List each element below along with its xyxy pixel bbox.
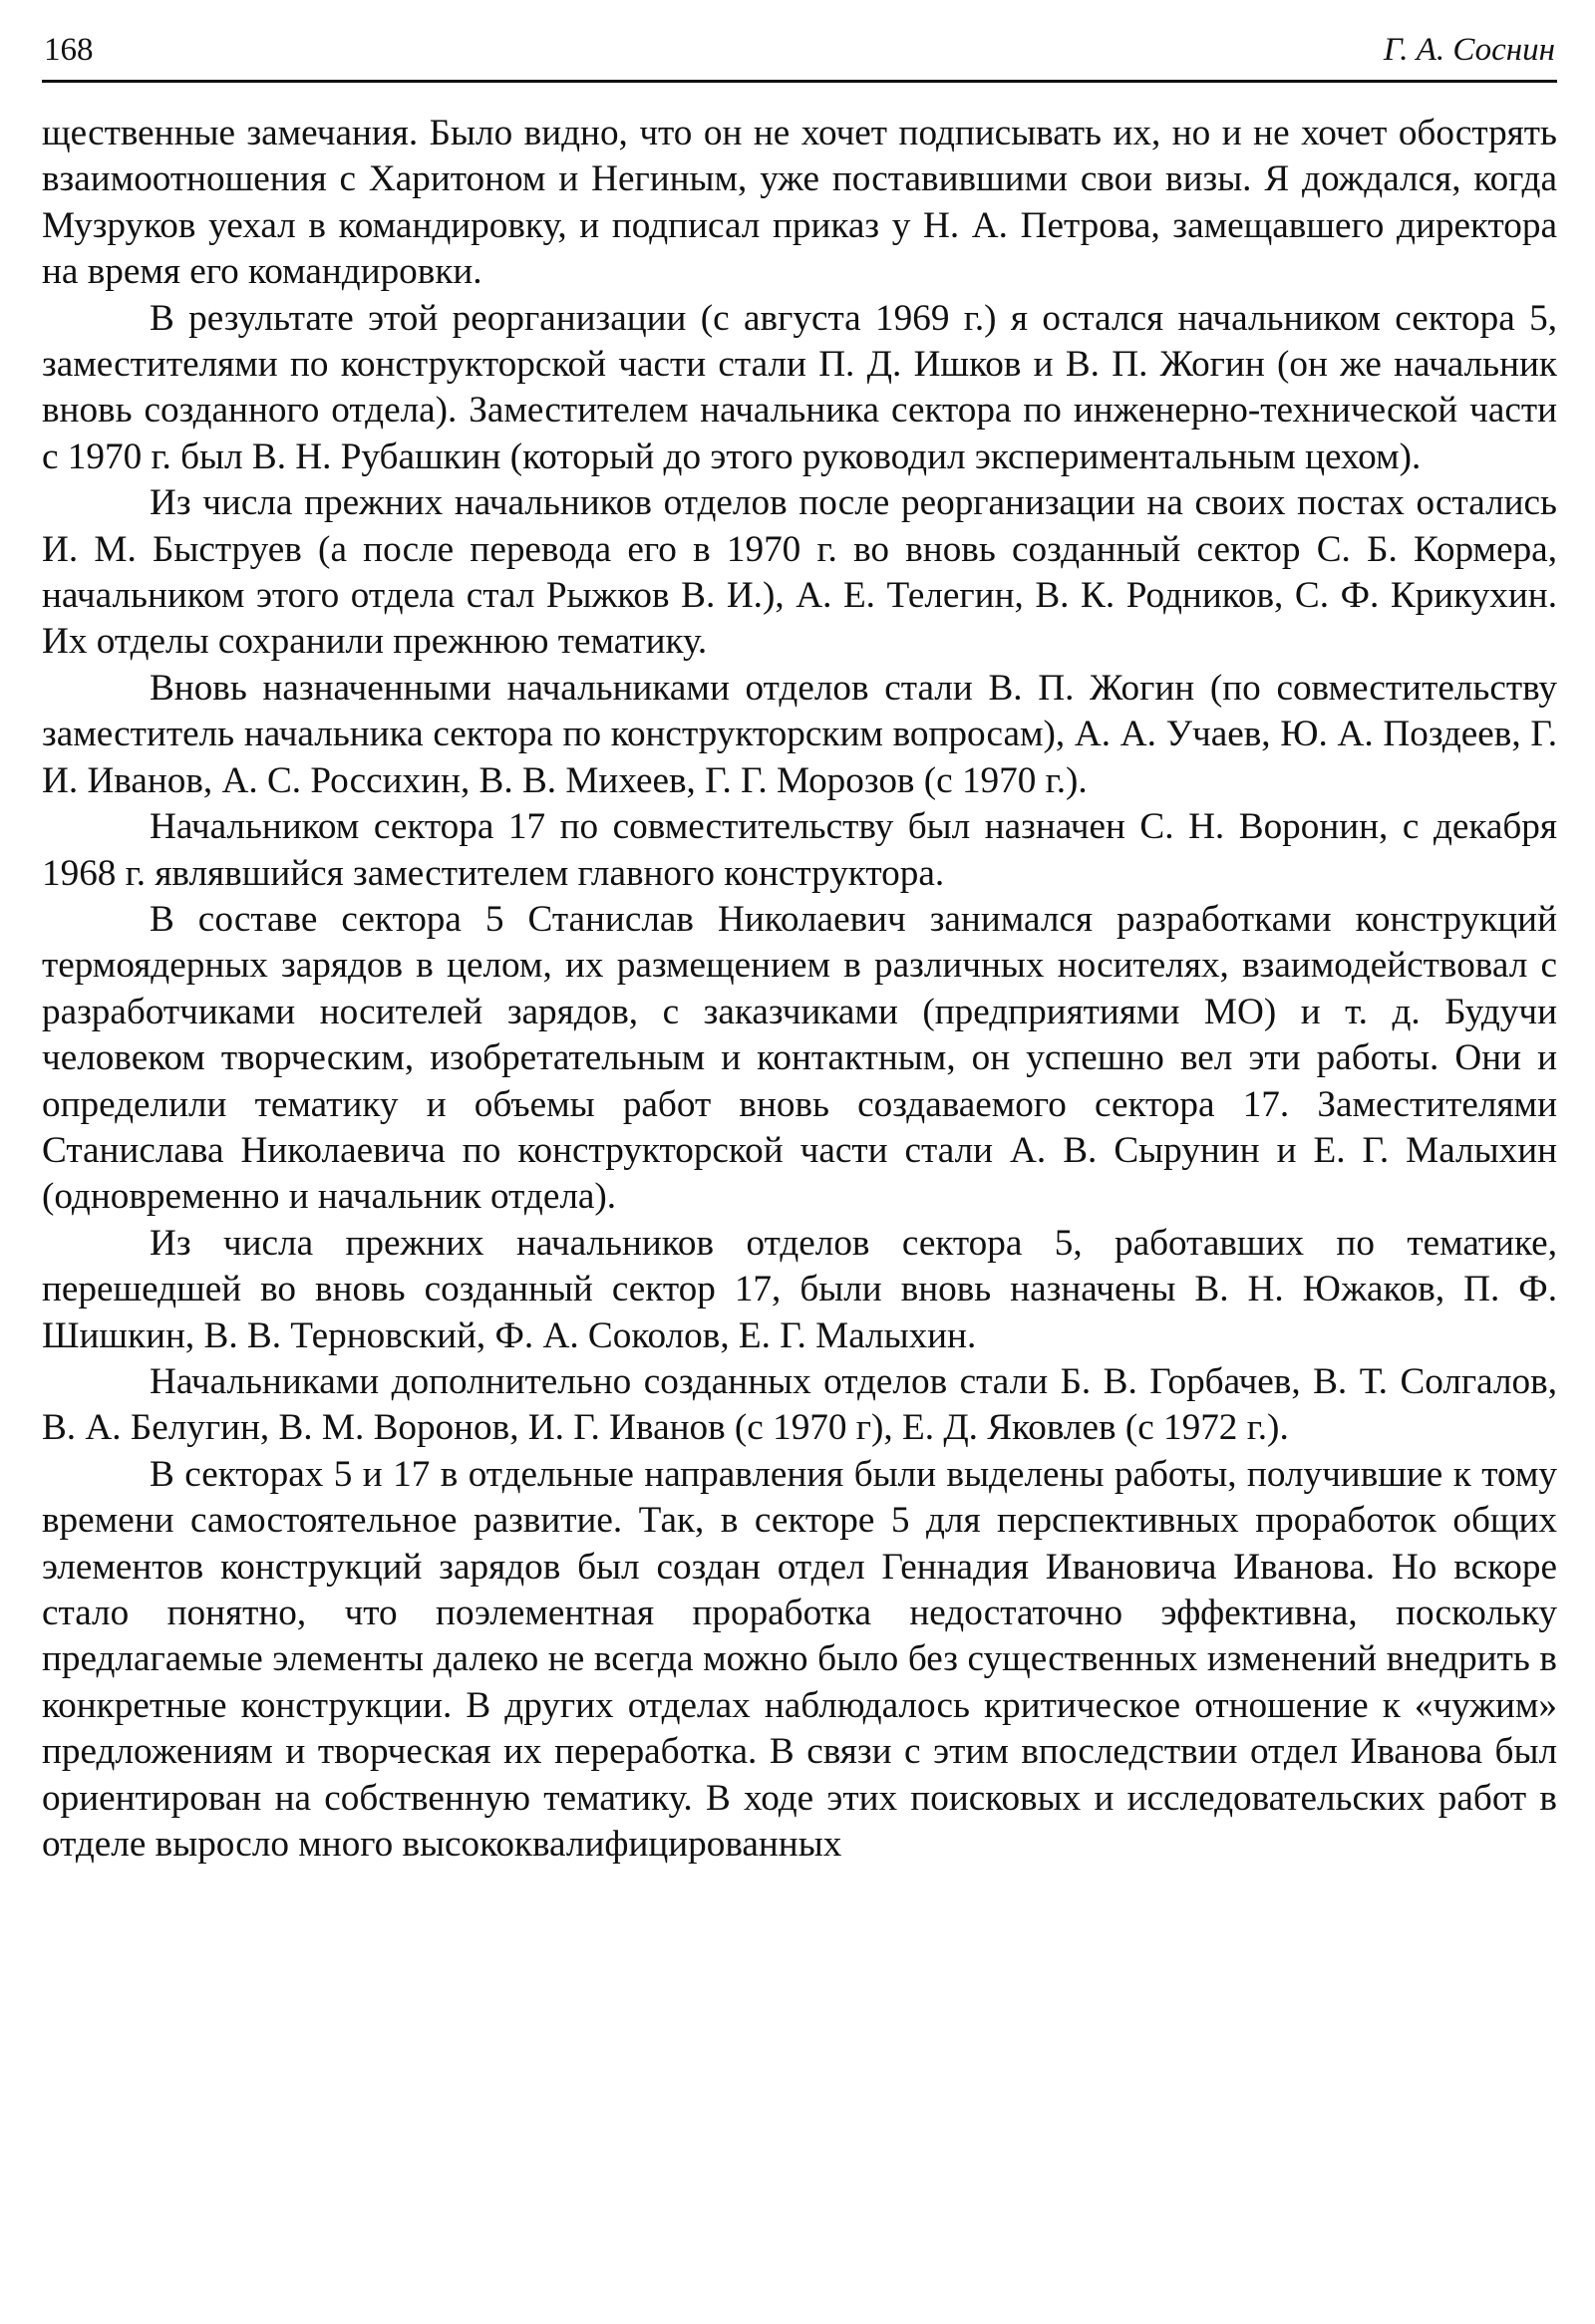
body-text: [42, 111, 1557, 1868]
page-number: 168: [44, 32, 94, 68]
paragraph: Из числа прежних начальников отделов сектора 5, работавших по тематике, перешедшей во вновь созданный сектор 17, были вновь назначены В. Н. Южаков, П. Ф. Шишкин, В. В. Терновский, Ф. А. Соколов, Е. Г. Малыхин.: [42, 1222, 1557, 1356]
paragraph: Начальниками дополнительно созданных отделов стали Б. В. Горбачев, В. Т. Солгалов, В. А. Белугин, В. М. Воронов, И. Г. Иванов (с 1970 г), Е. Д. Яковлев (с 1972 г.).: [42, 1360, 1557, 1449]
paragraph: В составе сектора 5 Станислав Николаевич занимался разработками конструкций термоядерных зарядов в целом, их размещением в различных носителях, взаимодействовал с разработчиками носителей зарядов, с заказчиками (предприятиями МО) и т. д. Будучи человеком творческим, изобретательным и контактным, он успешно вел эти работы. Они и определили тематику и объемы работ вновь создаваемого сектора 17. Заместителями Станислава Николаевича по конструкторской части стали А. В. Сырунин и Е. Г. Малыхин (одновременно и начальник отдела).: [42, 898, 1557, 1218]
running-header: [42, 28, 1557, 83]
paragraph: щественные замечания. Было видно, что он не хочет подписывать их, но и не хочет обострять взаимоотношения с Харитоном и Негиным, уже поставившими свои визы. Я дождался, когда Музруков уехал в командировку, и подписал приказ у Н. А. Петрова, замещавшего директора на время его командировки.: [42, 113, 1557, 293]
paragraph: Вновь назначенными начальниками отделов стали В. П. Жогин (по совместительству заместитель начальника сектора по конструкторским вопросам), А. А. Учаев, Ю. А. Поздеев, Г. И. Иванов, А. С. Россихин, В. В. Михеев, Г. Г. Морозов (с 1970 г.).: [42, 667, 1557, 801]
paragraph: В результате этой реорганизации (с августа 1969 г.) я остался начальником сектора 5, заместителями по конструкторской части стали П. Д. Ишков и В. П. Жогин (он же начальник вновь созданного отдела). Заместителем начальника сектора по инженерно-технической части с 1970 г. был В. Н. Рубашкин (который до этого руководил экспериментальным цехом).: [42, 297, 1557, 477]
running-header-author: Г. А. Соснин: [1383, 32, 1555, 68]
paragraph: Начальником сектора 17 по совместительству был назначен С. Н. Воронин, с декабря 1968 г. являвшийся заместителем главного конструктора.: [42, 806, 1557, 894]
book-page: [42, 28, 1557, 1868]
paragraph: В секторах 5 и 17 в отдельные направления были выделены работы, получившие к тому времени самостоятельное развитие. Так, в секторе 5 для перспективных проработок общих элементов конструкций зарядов был создан отдел Геннадия Ивановича Иванова. Но вскоре стало понятно, что поэлементная проработка недостаточно эффективна, поскольку предлагаемые элементы далеко не всегда можно было без существенных изменений внедрить в конкретные конструкции. В других отделах наблюдалось критическое отношение к «чужим» предложениям и творческая их переработка. В связи с этим впоследствии отдел Иванова был ориентирован на собственную тематику. В ходе этих поисковых и исследовательских работ в отделе выросло много высококвалифицированных: [42, 1453, 1557, 1866]
paragraph: Из числа прежних начальников отделов после реорганизации на своих постах остались И. М. Быструев (а после перевода его в 1970 г. во вновь созданный сектор С. Б. Кормера, начальником этого отдела стал Рыжков В. И.), А. Е. Телегин, В. К. Родников, С. Ф. Крикухин. Их отделы сохранили прежнюю тематику.: [42, 482, 1557, 663]
